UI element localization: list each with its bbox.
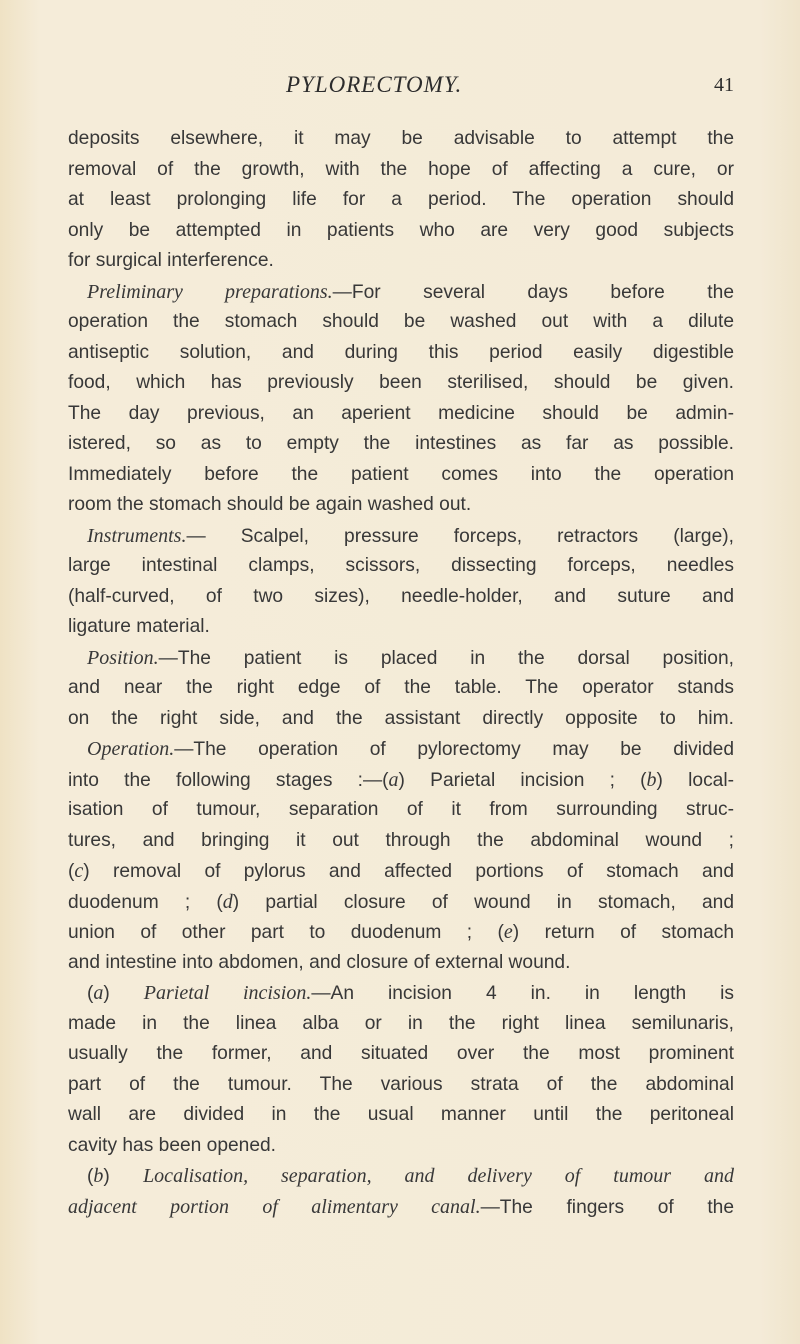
- text-segment: only be attempted in patients who are very good subjects: [68, 219, 734, 241]
- body-text: [68, 124, 734, 1222]
- text-line: [68, 460, 734, 491]
- italic-text: Localisation, separation, and delivery of tumour and: [143, 1165, 734, 1187]
- italic-text: Preliminary preparations.: [87, 280, 333, 303]
- text-line: [68, 277, 734, 308]
- text-segment: room the stomach should be again washed out.: [68, 494, 472, 515]
- italic-text: c: [74, 860, 84, 882]
- text-segment: ) removal of pylorus and affected portions of stomach and: [83, 861, 734, 882]
- page-number: 41: [714, 74, 734, 96]
- text-segment: part of the tumour. The various strata of the abdominal: [68, 1073, 734, 1095]
- text-segment: —An incision 4 in. in length is: [311, 983, 734, 1004]
- text-line: [68, 826, 734, 857]
- italic-text: e: [503, 921, 513, 943]
- text-line: [68, 917, 734, 948]
- text-segment: into the following stages :—(: [68, 769, 389, 791]
- text-line: [68, 887, 734, 918]
- text-segment: ) return of stomach: [512, 922, 735, 943]
- running-head: PYLORECTOMY.: [286, 72, 463, 97]
- text-line: [68, 856, 734, 887]
- text-line: [68, 429, 734, 460]
- text-segment: antiseptic solution, and during this period easily digestible: [68, 341, 734, 363]
- text-line: [68, 216, 734, 247]
- text-line: [68, 1100, 734, 1131]
- text-segment: made in the linea alba or in the right linea semilunaris,: [68, 1012, 734, 1034]
- text-line: [68, 551, 734, 582]
- text-segment: removal of the growth, with the hope of affecting a cure, or: [68, 158, 734, 180]
- text-segment: —The fingers of the: [480, 1196, 734, 1218]
- text-line: [68, 399, 734, 430]
- text-segment: operation the stomach should be washed out with a dilute: [68, 311, 734, 332]
- text-line: [68, 521, 734, 552]
- text-line: [68, 1131, 734, 1162]
- text-segment: (: [87, 1166, 94, 1187]
- text-line: [68, 246, 734, 277]
- text-segment: large intestinal clamps, scissors, dissecting forceps, needles: [68, 555, 734, 576]
- text-line: [68, 704, 734, 735]
- text-segment: (: [68, 861, 75, 882]
- text-segment: on the right side, and the assistant directly opposite to him.: [68, 707, 734, 729]
- italic-text: a: [388, 768, 399, 791]
- text-segment: ) partial closure of wound in stomach, and: [232, 891, 734, 913]
- page-header: [0, 70, 800, 110]
- text-segment: ligature material.: [68, 616, 210, 637]
- text-line: [68, 978, 734, 1009]
- text-segment: istered, so as to empty the intestines as far as possible.: [68, 433, 734, 454]
- text-segment: —For several days before the: [332, 281, 734, 303]
- text-segment: for surgical interference.: [68, 250, 274, 271]
- text-segment: tures, and bringing it out through the abdominal wound ;: [68, 829, 734, 851]
- text-segment: —The operation of pylorectomy may be divided: [174, 739, 734, 760]
- text-line: [68, 734, 734, 765]
- text-segment: at least prolonging life for a period. The operation should: [68, 189, 734, 210]
- text-segment: and intestine into abdomen, and closure of external wound.: [68, 951, 571, 973]
- text-segment: —The patient is placed in the dorsal position,: [158, 647, 734, 669]
- italic-text: b: [93, 1165, 104, 1187]
- text-line: [68, 673, 734, 704]
- text-segment: cavity has been opened.: [68, 1134, 277, 1156]
- text-line: [68, 155, 734, 186]
- text-segment: (half-curved, of two sizes), needle-holder, and suture and: [68, 585, 734, 607]
- text-line: [68, 185, 734, 216]
- text-segment: ): [103, 983, 144, 1004]
- text-segment: ): [103, 1166, 144, 1187]
- text-line: [68, 490, 734, 521]
- italic-text: a: [93, 982, 104, 1004]
- text-segment: The day previous, an aperient medicine should be admin-: [68, 402, 734, 424]
- italic-text: d: [222, 890, 233, 913]
- text-line: [68, 1192, 734, 1223]
- text-line: [68, 124, 734, 155]
- text-line: [68, 948, 734, 979]
- text-segment: wall are divided in the usual manner until the peritoneal: [68, 1104, 734, 1125]
- text-segment: ) local-: [656, 769, 734, 791]
- text-line: [68, 1070, 734, 1101]
- text-line: [68, 368, 734, 399]
- text-line: [68, 795, 734, 826]
- text-line: [68, 765, 734, 796]
- text-line: [68, 643, 734, 674]
- text-segment: (: [87, 983, 94, 1004]
- text-segment: union of other part to duodenum ; (: [68, 922, 504, 943]
- italic-text: Operation.: [87, 738, 175, 760]
- text-line: [68, 338, 734, 369]
- italic-text: Parietal incision.: [143, 982, 312, 1004]
- italic-text: adjacent portion of alimentary canal.: [68, 1195, 481, 1218]
- text-segment: deposits elsewhere, it may be advisable to attempt the: [68, 128, 734, 149]
- text-segment: food, which has previously been sterilised, should be given.: [68, 372, 734, 393]
- text-line: [68, 307, 734, 338]
- text-line: [68, 1039, 734, 1070]
- text-segment: usually the former, and situated over the most prominent: [68, 1043, 734, 1064]
- italic-text: b: [646, 768, 657, 791]
- text-segment: Immediately before the patient comes into the operation: [68, 463, 734, 485]
- text-segment: ) Parietal incision ; (: [398, 769, 647, 791]
- text-line: [68, 612, 734, 643]
- text-segment: — Scalpel, pressure forceps, retractors (large),: [186, 525, 734, 547]
- italic-text: Position.: [87, 646, 159, 669]
- text-segment: and near the right edge of the table. The operator stands: [68, 677, 734, 698]
- text-line: [68, 1009, 734, 1040]
- text-line: [68, 582, 734, 613]
- italic-text: Instruments.: [87, 524, 187, 547]
- text-line: [68, 1161, 734, 1192]
- text-segment: isation of tumour, separation of it from surrounding struc-: [68, 799, 734, 820]
- text-segment: duodenum ; (: [68, 891, 223, 913]
